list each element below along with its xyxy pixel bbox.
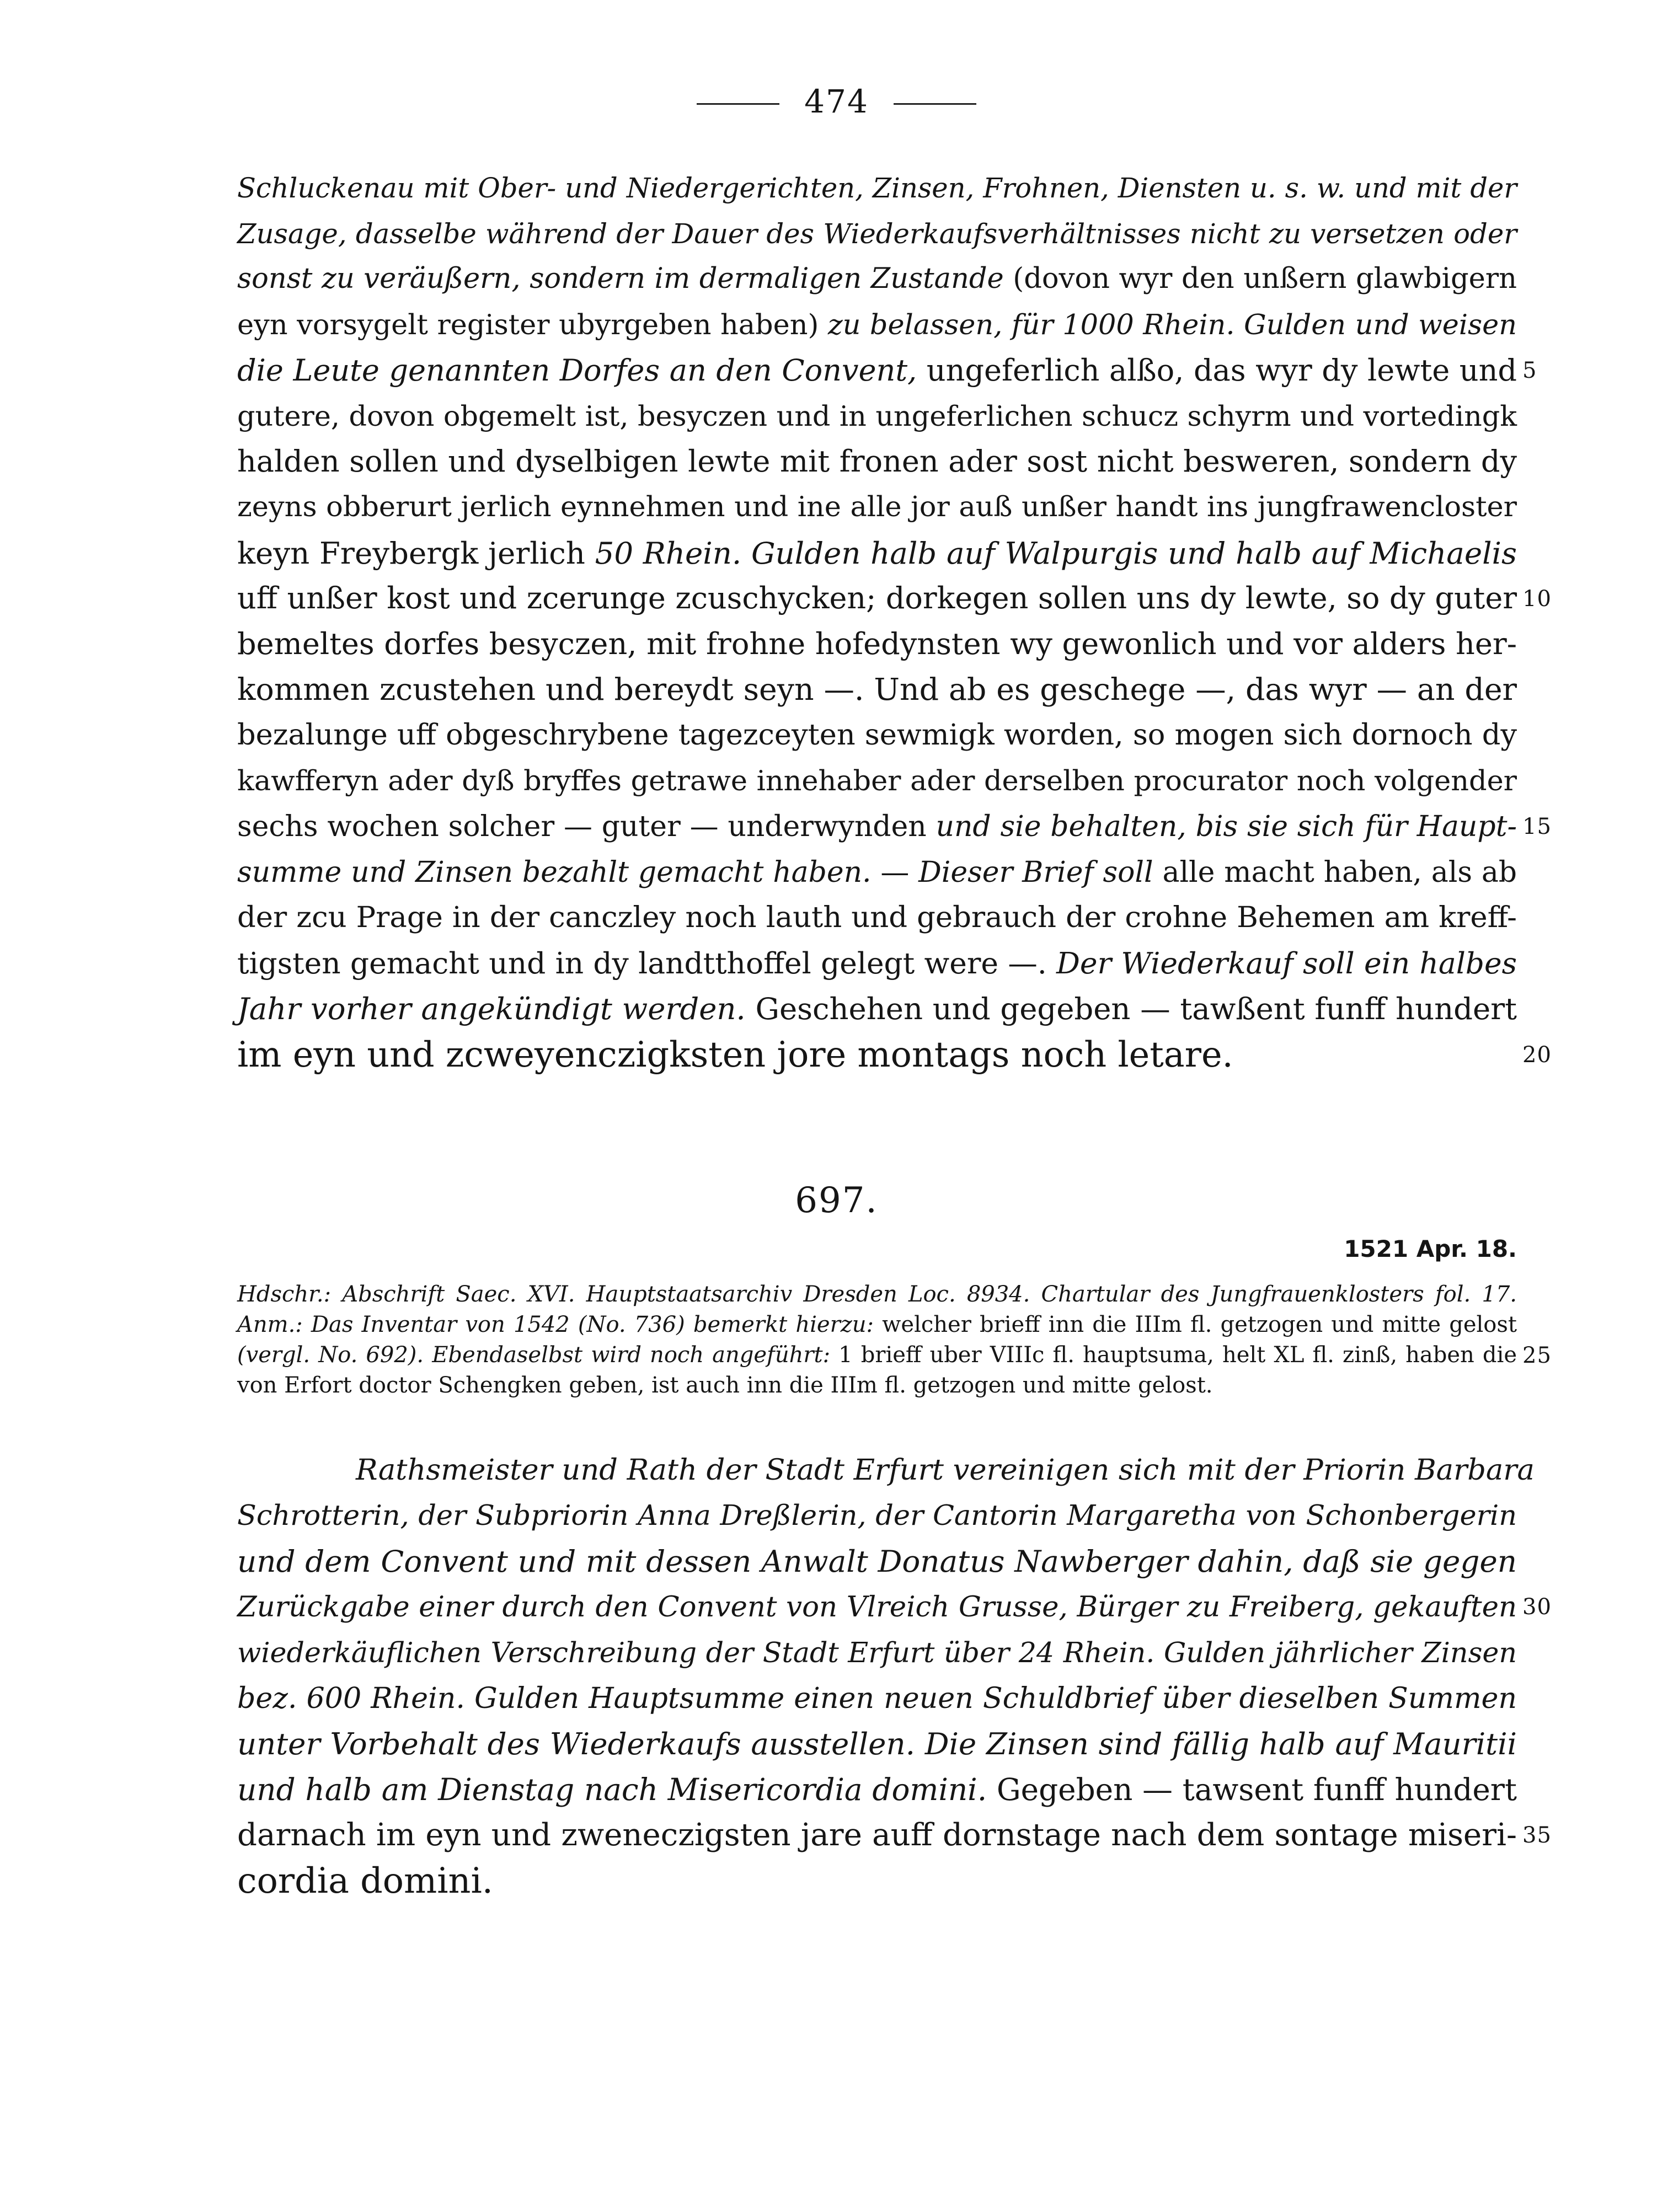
italic-segment: Zurückgabe einer durch den Convent von Vlreich Grusse, Bürger zu Freiberg, gekauften — [237, 1590, 1517, 1624]
line-number: 30 — [1522, 1594, 1552, 1620]
text-line — [237, 302, 1517, 348]
italic-segment: zu belassen, für 1000 Rhein. Gulden und weisen — [827, 308, 1517, 341]
text-segment: bezalunge uff obgeschrybene tagezceyten sewmigk worden, so mogen sich dornoch dy — [237, 718, 1517, 752]
text-line — [237, 713, 1517, 758]
text-segment: kawfferyn ader dyß bryffes getrawe innehaber ader derselben procurator noch volgender — [237, 764, 1517, 797]
text-segment: uff unßer kost und zcerunge zcuschycken; dorkegen sollen uns dy lewte, so dy guter — [237, 581, 1517, 616]
page-number: 474 — [804, 83, 869, 120]
text-line — [237, 667, 1517, 713]
text-line — [237, 348, 1537, 394]
document-text-block — [237, 1448, 1552, 1904]
italic-segment: Jahr vorher angekündigt werden. — [237, 991, 746, 1026]
line-number: 20 — [1522, 1042, 1552, 1068]
line-number: 25 — [1522, 1342, 1552, 1368]
text-line — [237, 1448, 1535, 1493]
text-line — [237, 165, 1517, 211]
italic-segment: unter Vorbehalt des Wiederkaufs ausstellen. Die Zinsen sind fällig halb auf Mauritii — [237, 1726, 1517, 1762]
text-segment: bemeltes dorfes besyczen, mit frohne hofedynsten wy gewonlich und vor alders her- — [237, 626, 1517, 662]
italic-segment: wiederkäuflichen Verschreibung der Stadt Erfurt über 24 Rhein. Gulden jährlicher Zinsen — [237, 1636, 1517, 1669]
text-line — [237, 211, 1517, 257]
text-line — [237, 1584, 1552, 1630]
text-line — [237, 256, 1517, 302]
italic-segment: Der Wiederkauf soll ein halbes — [1056, 945, 1517, 981]
italic-segment: Anm.: Das Inventar von 1542 (No. 736) bemerkt hierzu: — [237, 1312, 874, 1337]
text-segment: eyn vorsygelt register ubyrgeben haben) — [237, 308, 828, 341]
italic-segment: summe und Zinsen bezahlt gemacht haben. — [237, 855, 872, 889]
italic-segment: Hdschr.: Abschrift Saec. XVI. Hauptstaatsarchiv Dresden Loc. 8934. Chartular des Jungfrauenklosters fol. 17. — [237, 1282, 1517, 1307]
text-line — [237, 987, 1517, 1032]
italic-segment: (vergl. No. 692). Ebendaselbst wird noch angeführt: — [237, 1342, 831, 1368]
text-line — [237, 1767, 1517, 1813]
text-line — [237, 576, 1552, 622]
text-segment: von Erfort doctor Schengken geben, ist auch inn die IIIm fl. getzogen und mitte gelost. — [237, 1373, 1213, 1398]
text-segment: (dovon wyr den unßern glawbigern — [1003, 263, 1517, 296]
italic-segment: Schrotterin, der Subpriorin Anna Dreßlerin, der Cantorin Margaretha von Schonbergerin — [237, 1499, 1517, 1532]
text-segment: im eyn und zcweyenczigksten jore montags noch letare. — [237, 1034, 1233, 1075]
line-number: 15 — [1522, 814, 1552, 840]
text-line — [237, 485, 1517, 531]
text-segment: keyn Freybergk jerlich — [237, 535, 595, 571]
line-number: 10 — [1522, 586, 1552, 612]
text-line — [237, 439, 1517, 485]
text-line — [237, 1676, 1517, 1722]
text-line — [237, 804, 1552, 850]
document-date: 1521 Apr. 18. — [1344, 1235, 1517, 1262]
text-line — [237, 1721, 1517, 1767]
source-notes-block — [237, 1279, 1552, 1401]
text-segment: zeyns obberurt jerlich eynnehmen und ine alle jor auß unßer handt ins jungfrawencloster — [237, 490, 1517, 523]
text-segment: welcher brieff inn die IIIm fl. getzogen und mitte gelost — [874, 1312, 1517, 1337]
text-line — [237, 394, 1517, 440]
text-line — [237, 1813, 1552, 1858]
line-number: 35 — [1522, 1822, 1552, 1848]
italic-segment: 50 Rhein. Gulden halb auf Walpurgis und halb auf Michaelis — [595, 535, 1517, 571]
line-number: 5 — [1522, 358, 1537, 384]
text-segment: 1 brieff uber VIIIc fl. hauptsuma, helt XL fl. zinß, haben die — [830, 1342, 1517, 1368]
text-segment: der zcu Prage in der canczley noch lauth und gebrauch der crohne Behemen am kreff- — [237, 901, 1517, 935]
main-text-block — [237, 165, 1552, 1078]
text-line — [237, 531, 1517, 576]
page-header — [0, 83, 1673, 120]
text-segment: halden sollen und dyselbigen lewte mit fronen ader sost nicht besweren, sondern dy — [237, 444, 1517, 479]
text-line — [237, 1539, 1517, 1584]
italic-segment: Zusage, dasselbe während der Dauer des Wiederkaufsverhältnisses nicht zu versetzen oder — [237, 217, 1517, 250]
document-number: 697. — [795, 1180, 878, 1221]
italic-segment: sonst zu veräußern, sondern im dermaligen Zustande — [237, 263, 1004, 296]
text-line — [237, 941, 1517, 987]
text-line — [237, 850, 1517, 896]
header-rule-right — [894, 103, 976, 105]
text-segment: cordia domini. — [237, 1860, 493, 1902]
text-line — [237, 758, 1517, 804]
italic-segment: Rathsmeister und Rath der Stadt Erfurt vereinigen sich mit der Priorin Barbara — [356, 1453, 1535, 1487]
italic-segment: Dieser Brief soll — [918, 855, 1153, 889]
text-segment: gutere, dovon obgemelt ist, besyczen und in ungeferlichen schucz schyrm und vortedingk — [237, 399, 1517, 432]
text-line — [237, 1630, 1517, 1676]
text-line — [237, 1310, 1517, 1340]
text-segment: tigsten gemacht und in dy landtthoffel gelegt were —. — [237, 945, 1057, 981]
text-line — [237, 895, 1517, 941]
header-rule-left — [697, 103, 779, 105]
text-line — [237, 1493, 1517, 1539]
text-segment: ungeferlich alßo, das wyr dy lewte und — [917, 352, 1517, 388]
text-line — [237, 1370, 1517, 1401]
italic-segment: und halb am Dienstag nach Misericordia domini. — [237, 1771, 987, 1807]
text-line — [237, 1279, 1517, 1310]
text-line — [237, 622, 1517, 667]
text-segment: Gegeben — tawsent funff hundert — [987, 1771, 1517, 1807]
text-segment: — — [871, 855, 919, 889]
text-line — [237, 1340, 1552, 1370]
text-line — [237, 1858, 1517, 1904]
italic-segment: und dem Convent und mit dessen Anwalt Donatus Nawberger dahin, daß sie gegen — [237, 1544, 1517, 1579]
italic-segment: und sie behalten, bis sie sich für Haupt- — [936, 810, 1517, 843]
italic-segment: bez. 600 Rhein. Gulden Hauptsumme einen neuen Schuldbrief über dieselben Summen — [237, 1681, 1517, 1715]
text-segment: darnach im eyn und zweneczigsten jare auff dornstage nach dem sontage miseri- — [237, 1817, 1517, 1853]
text-line — [237, 1032, 1552, 1078]
text-segment: alle macht haben, als ab — [1153, 855, 1517, 889]
text-segment: sechs wochen solcher — guter — underwynden — [237, 810, 936, 843]
text-segment: Geschehen und gegeben — tawßent funff hundert — [745, 991, 1517, 1026]
text-segment: kommen zcustehen und bereydt seyn —. Und ab es geschege —, das wyr — an der — [237, 672, 1517, 708]
italic-segment: die Leute genannten Dorfes an den Convent, — [237, 352, 917, 388]
italic-segment: Schluckenau mit Ober- und Niedergerichten, Zinsen, Frohnen, Diensten u. s. w. und mit der — [237, 172, 1517, 204]
